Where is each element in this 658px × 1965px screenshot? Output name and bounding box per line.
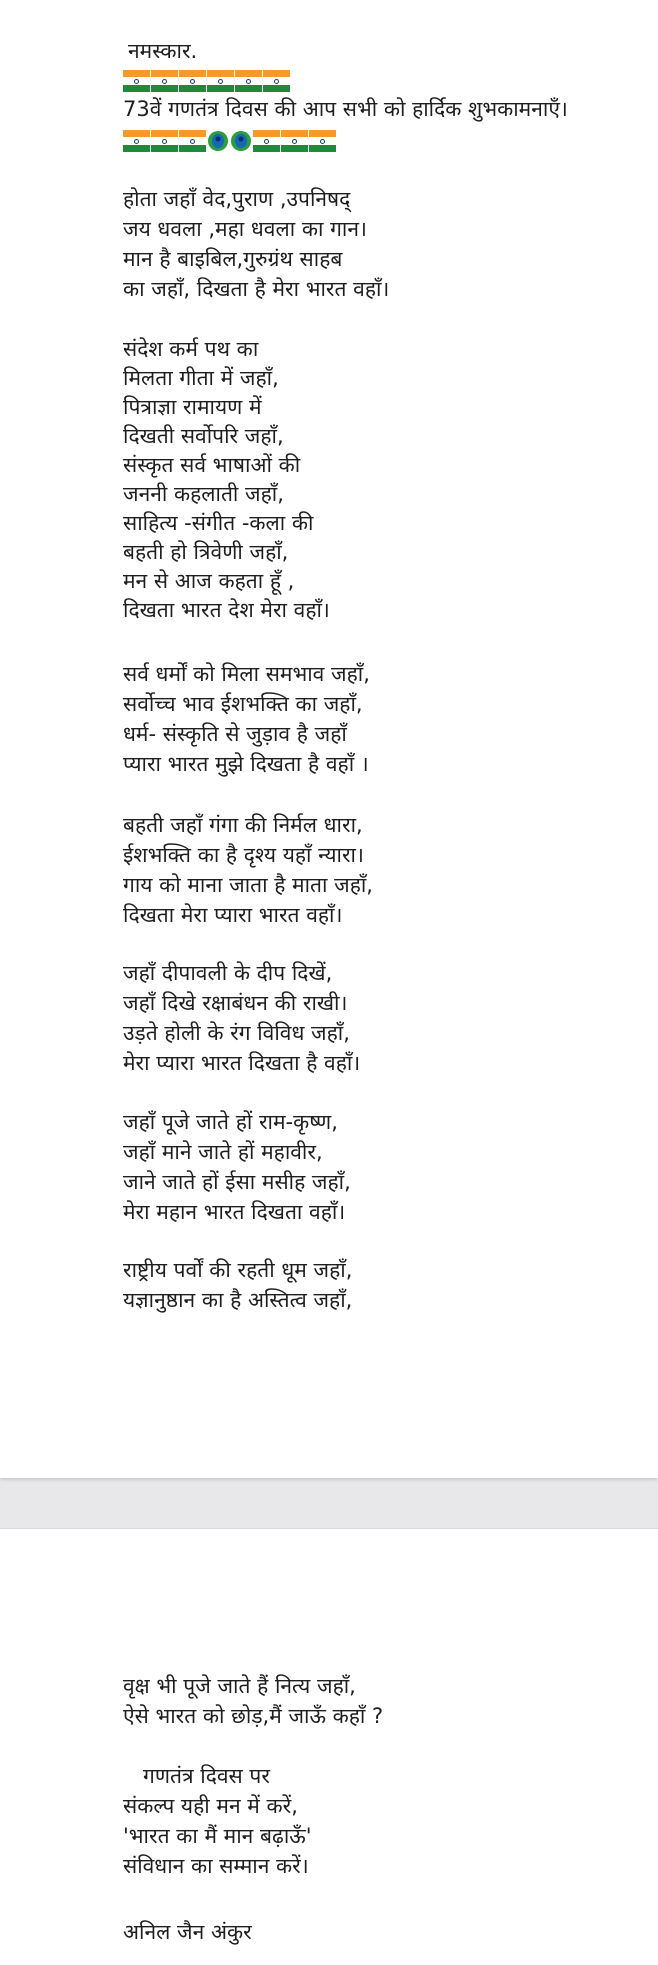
poem-line: पित्राज्ञा रामायण में [123,395,262,419]
poem-line: संदेश कर्म पथ का [123,337,259,361]
poem-line: धर्म- संस्कृति से जुड़ाव है जहाँ [123,722,347,746]
indian-flag-icon [179,70,206,92]
poem-line: बहती जहाँ गंगा की निर्मल धारा, [123,813,363,837]
peacock-icon [207,130,229,152]
poem-line: 'भारत का मैं मान बढ़ाऊँ' [123,1824,312,1848]
poem-line: साहित्य -संगीत -कला की [123,511,314,535]
poem-line: जहाँ पूजे जाते हों राम-कृष्ण, [123,1110,338,1134]
poem-line: उड़ते होली के रंग विविध जहाँ, [123,1021,350,1045]
indian-flag-icon [151,70,178,92]
poem-line: वृक्ष भी पूजे जाते हैं नित्य जहाँ, [123,1674,356,1698]
poem-line: मेरा प्यारा भारत दिखता है वहाँ। [123,1051,361,1075]
poem-line: गणतंत्र दिवस पर [123,1764,270,1788]
poem-line: जहाँ माने जाते हों महावीर, [123,1140,323,1164]
document-page-2 [0,1528,658,1965]
poem-line: गाय को माना जाता है माता जहाँ, [123,873,373,897]
poem-line: मन से आज कहता हूँ , [123,569,295,593]
poem-line: संविधान का सम्मान करें। [123,1854,309,1878]
poem-line: संस्कृत सर्व भाषाओं की [123,453,301,477]
indian-flag-icon [151,130,178,152]
poem-line: जहाँ दिखे रक्षाबंधन की राखी। [123,991,348,1015]
indian-flag-icon [123,70,150,92]
poem-line: ऐसे भारत को छोड़,मैं जाऊँ कहाँ ? [123,1704,384,1728]
poem-line: सर्व धर्मों को मिला समभाव जहाँ, [123,662,370,686]
greeting-text: नमस्कार. [128,39,198,63]
indian-flag-icon [123,130,150,152]
poem-line: संकल्प यही मन में करें, [123,1794,298,1818]
poem-line: जननी कहलाती जहाँ, [123,482,284,506]
poem-line: राष्ट्रीय पर्वों की रहती धूम जहाँ, [123,1258,353,1282]
republic-day-wish: 73वें गणतंत्र दिवस की आप सभी को हार्दिक शुभकामनाएँ। [123,97,568,121]
indian-flag-icon [253,130,280,152]
poem-line: दिखता मेरा प्यारा भारत वहाँ। [123,903,343,927]
poem-line: दिखता भारत देश मेरा वहाँ। [123,598,330,622]
poem-line: मेरा महान भारत दिखता वहाँ। [123,1200,346,1224]
poem-line: जहाँ दीपावली के दीप दिखें, [123,961,333,985]
flag-strip-top [123,70,291,92]
poem-line: होता जहाँ वेद,पुराण ,उपनिषद् [123,187,351,211]
author-signature: अनिल जैन अंकुर [123,1920,252,1944]
peacock-icon [230,130,252,152]
poem-line: मान है बाइबिल,गुरुग्रंथ साहब [123,247,343,271]
poem-line: ईशभक्ति का है दृश्य यहाँ न्यारा। [123,843,364,867]
indian-flag-icon [309,130,336,152]
indian-flag-icon [263,70,290,92]
poem-line: प्यारा भारत मुझे दिखता है वहाँ । [123,752,369,776]
indian-flag-icon [235,70,262,92]
poem-line: सर्वोच्च भाव ईशभक्ति का जहाँ, [123,692,363,716]
poem-line: जाने जाते हों ईसा मसीह जहाँ, [123,1170,351,1194]
indian-flag-icon [281,130,308,152]
poem-line: का जहाँ, दिखता है मेरा भारत वहाँ। [123,277,390,301]
poem-line: जय धवला ,महा धवला का गान। [123,217,367,241]
indian-flag-icon [207,70,234,92]
poem-line: यज्ञानुष्ठान का है अस्तित्व जहाँ, [123,1288,353,1312]
indian-flag-icon [179,130,206,152]
poem-line: दिखती सर्वोपरि जहाँ, [123,424,284,448]
flag-strip-bottom [123,130,337,152]
poem-line: मिलता गीता में जहाँ, [123,366,279,390]
poem-line: बहती हो त्रिवेणी जहाँ, [123,540,289,564]
